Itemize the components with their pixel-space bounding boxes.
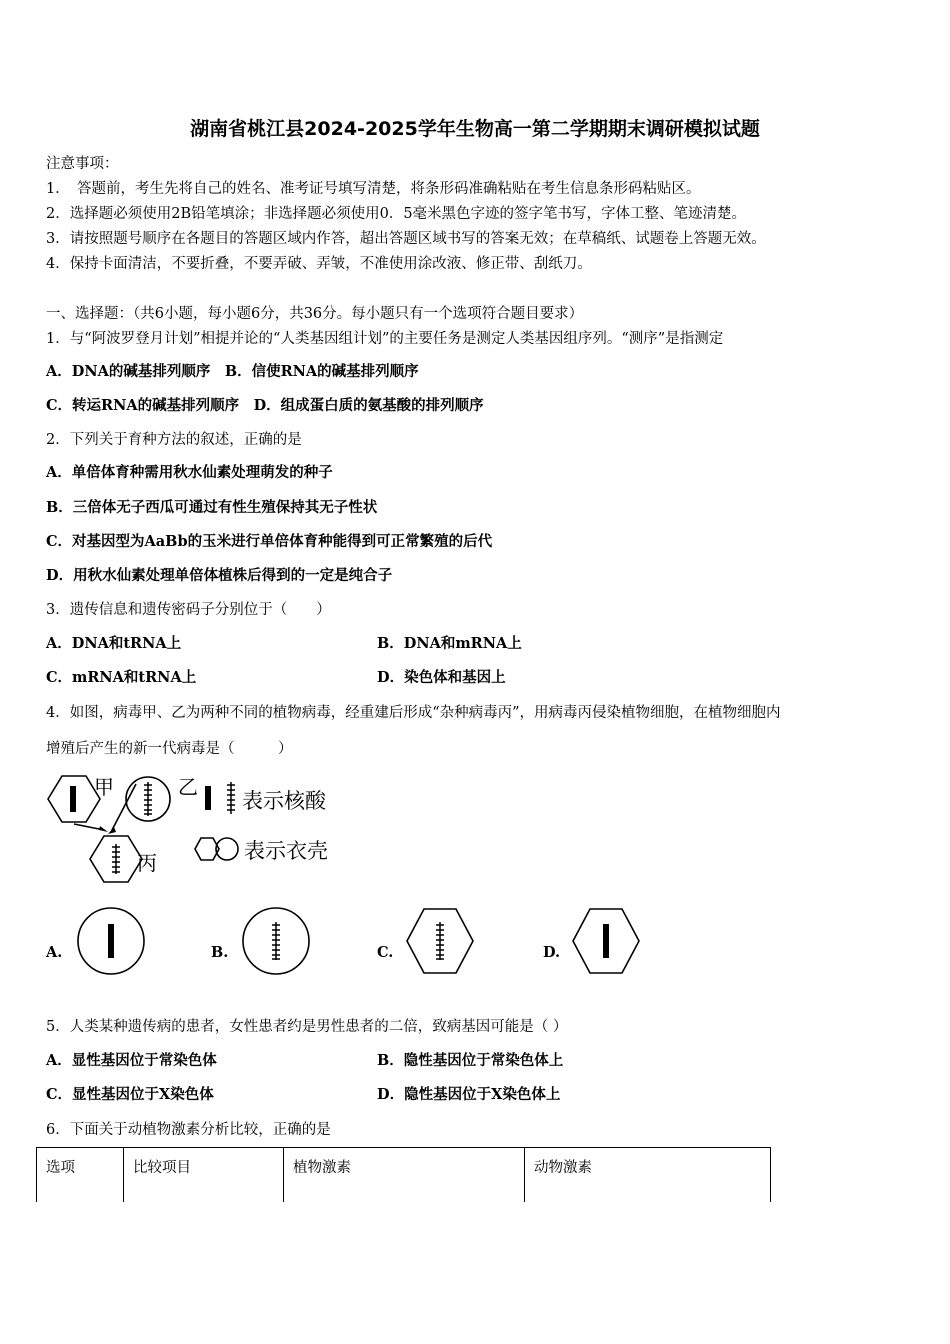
q3-option-a: A．DNA和tRNA上 bbox=[46, 635, 182, 652]
q4-option-a-label[interactable]: A. bbox=[46, 944, 63, 961]
q4-option-b-figure[interactable] bbox=[241, 906, 311, 976]
virus-figure bbox=[44, 766, 364, 891]
label-jia: 甲 bbox=[94, 775, 114, 799]
nucleic-ladder-icon bbox=[144, 782, 152, 816]
q4-option-b-label[interactable]: B. bbox=[211, 944, 229, 961]
table-header-row bbox=[37, 1148, 771, 1203]
q4-option-c-figure[interactable] bbox=[405, 906, 475, 976]
q5-option-c: C．显性基因位于X染色体 bbox=[46, 1086, 214, 1103]
q3-option-d: D．染色体和基因上 bbox=[377, 669, 506, 686]
notice-item: 4．保持卡面清洁，不要折叠，不要弄破、弄皱，不准使用涂改液、修正带、刮纸刀。 bbox=[46, 256, 592, 272]
q1-stem: 1．与“阿波罗登月计划”相提并论的“人类基因组计划”的主要任务是测定人类基因组序列。“测序”是指测定 bbox=[46, 331, 724, 347]
label-bing: 丙 bbox=[137, 851, 157, 875]
q2-stem: 2．下列关于育种方法的叙述，正确的是 bbox=[46, 432, 302, 448]
q5-option-d: D．隐性基因位于X染色体上 bbox=[377, 1086, 561, 1103]
q2-option-b: B．三倍体无子西瓜可通过有性生殖保持其无子性状 bbox=[46, 499, 378, 516]
q4-stem-cont: 增殖后产生的新一代病毒是（ ） bbox=[46, 741, 293, 757]
q3-option-c: C．mRNA和tRNA上 bbox=[46, 669, 197, 686]
page-title: 湖南省桃江县2024-2025学年生物高一第二学期期末调研模拟试题 bbox=[190, 118, 760, 140]
table-header-cell: 比较项目 bbox=[124, 1148, 284, 1203]
q5-option-b: B．隐性基因位于常染色体上 bbox=[377, 1052, 564, 1069]
q4-option-a-figure[interactable] bbox=[76, 906, 146, 976]
nucleic-ladder-icon bbox=[112, 844, 120, 874]
q2-option-c: C．对基因型为AaBb的玉米进行单倍体育种能得到可正常繁殖的后代 bbox=[46, 533, 493, 550]
legend-ladder-icon bbox=[227, 782, 235, 814]
table-header-cell: 植物激素 bbox=[284, 1148, 525, 1203]
q4-option-d-figure[interactable] bbox=[571, 906, 641, 976]
q3-stem: 3．遗传信息和遗传密码子分别位于（ ） bbox=[46, 602, 331, 618]
notice-item: 3．请按照题号顺序在各题目的答题区域内作答，超出答题区域书写的答案无效；在草稿纸、试题卷上答题无效。 bbox=[46, 231, 766, 247]
q3-option-b: B．DNA和mRNA上 bbox=[377, 635, 522, 652]
q5-option-a: A．显性基因位于常染色体 bbox=[46, 1052, 217, 1069]
q1-options-ab: A．DNA的碱基排列顺序 B．信使RNA的碱基排列顺序 bbox=[46, 363, 419, 380]
q2-option-d: D．用秋水仙素处理单倍体植株后得到的一定是纯合子 bbox=[46, 567, 393, 584]
table-header-cell: 动物激素 bbox=[525, 1148, 771, 1203]
q4-stem: 4．如图，病毒甲、乙为两种不同的植物病毒，经重建后形成“杂种病毒丙”，用病毒丙侵染植物细胞，在植物细胞内 bbox=[46, 705, 781, 721]
notice-heading: 注意事项： bbox=[46, 156, 119, 172]
legend-nucleic-text: 表示核酸 bbox=[242, 789, 326, 813]
label-yi: 乙 bbox=[178, 775, 198, 799]
q5-stem: 5．人类某种遗传病的患者，女性患者约是男性患者的二倍，致病基因可能是（ ） bbox=[46, 1019, 568, 1035]
q4-option-d-label[interactable]: D. bbox=[543, 944, 561, 961]
legend-coat-text: 表示衣壳 bbox=[244, 839, 328, 863]
q6-stem: 6．下面关于动植物激素分析比较，正确的是 bbox=[46, 1122, 331, 1138]
q4-option-c-label[interactable]: C. bbox=[377, 944, 394, 961]
section-heading: 一、选择题：（共6小题，每小题6分，共36分。每小题只有一个选项符合题目要求） bbox=[46, 306, 584, 322]
q1-options-cd: C．转运RNA的碱基排列顺序 D．组成蛋白质的氨基酸的排列顺序 bbox=[46, 397, 484, 414]
legend-solid-icon bbox=[205, 786, 211, 810]
nucleic-solid-icon bbox=[70, 786, 76, 812]
notice-item: 1． 答题前，考生先将自己的姓名、准考证号填写清楚，将条形码准确粘贴在考生信息条形码粘贴区。 bbox=[46, 181, 701, 197]
q2-option-a: A．单倍体育种需用秋水仙素处理萌发的种子 bbox=[46, 464, 333, 481]
table-header-cell: 选项 bbox=[37, 1148, 124, 1203]
q6-table bbox=[36, 1147, 771, 1202]
notice-item: 2．选择题必须使用2B铅笔填涂；非选择题必须使用0．5毫米黑色字迹的签字笔书写，字体工整、笔迹清楚。 bbox=[46, 206, 747, 222]
